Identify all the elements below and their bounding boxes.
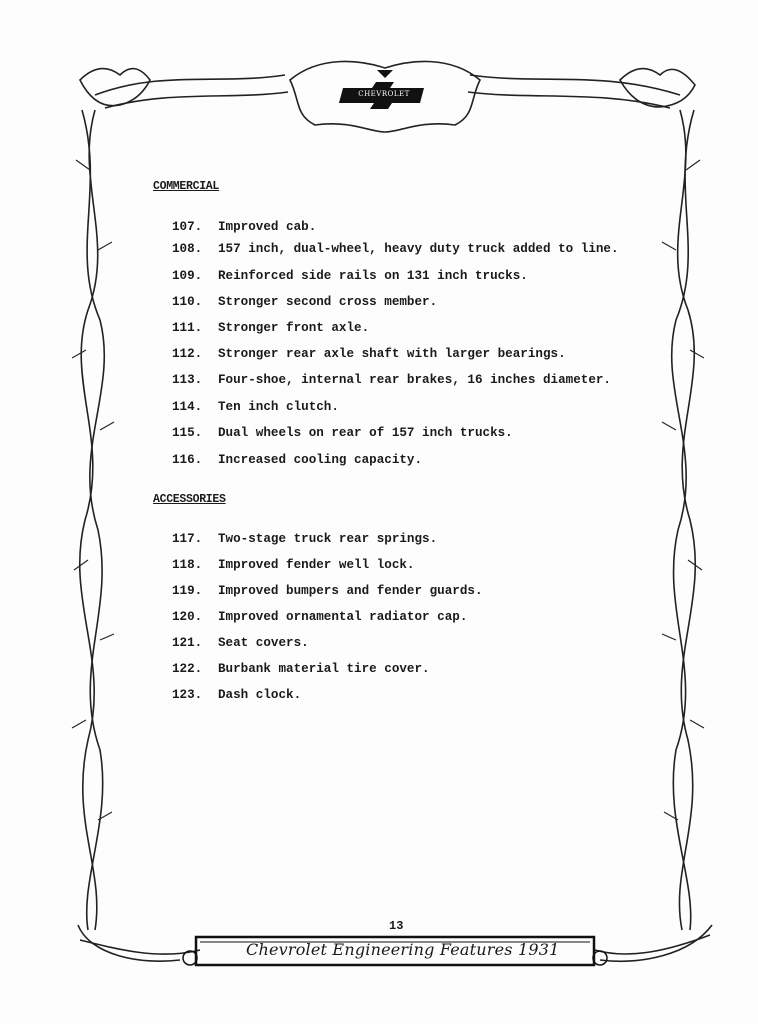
item-number: 107. — [172, 220, 203, 234]
item-number: 114. — [172, 400, 203, 414]
item-number: 117. — [172, 532, 203, 546]
item-number: 119. — [172, 584, 203, 598]
item-text: Two-stage truck rear springs. — [218, 532, 438, 546]
item-text: Improved cab. — [218, 220, 317, 234]
section-heading-commercial: COMMERCIAL — [153, 180, 220, 193]
chevrolet-logo: CHEVROLET — [358, 90, 410, 98]
item-number: 111. — [172, 321, 203, 335]
item-text: Stronger rear axle shaft with larger bearings. — [218, 347, 566, 361]
section-heading-accessories: ACCESSORIES — [153, 493, 226, 506]
item-number: 110. — [172, 295, 203, 309]
item-number: 122. — [172, 662, 203, 676]
list-item — [172, 557, 415, 573]
item-number: 120. — [172, 610, 203, 624]
item-text: Ten inch clutch. — [218, 400, 339, 414]
list-item — [172, 346, 566, 362]
list-item — [172, 219, 316, 235]
item-number: 118. — [172, 558, 203, 572]
item-text: Increased cooling capacity. — [218, 453, 423, 467]
item-text: Dash clock. — [218, 688, 302, 702]
list-item — [172, 635, 309, 651]
item-number: 113. — [172, 373, 203, 387]
item-text: Burbank material tire cover. — [218, 662, 430, 676]
item-number: 121. — [172, 636, 203, 650]
list-item — [172, 687, 301, 703]
item-number: 108. — [172, 242, 203, 256]
item-text: Seat covers. — [218, 636, 309, 650]
list-item — [172, 661, 430, 677]
item-text: Improved bumpers and fender guards. — [218, 584, 483, 598]
list-item — [172, 320, 369, 336]
item-text: Improved fender well lock. — [218, 558, 415, 572]
item-number: 116. — [172, 453, 203, 467]
list-item — [172, 241, 619, 257]
item-text: Stronger front axle. — [218, 321, 370, 335]
item-number: 123. — [172, 688, 203, 702]
list-item — [172, 268, 528, 284]
page-number: 13 — [389, 919, 404, 933]
item-text: 157 inch, dual-wheel, heavy duty truck added to line. — [218, 242, 619, 256]
item-number: 115. — [172, 426, 203, 440]
list-item — [172, 399, 339, 415]
item-text: Improved ornamental radiator cap. — [218, 610, 468, 624]
item-text: Dual wheels on rear of 157 inch trucks. — [218, 426, 513, 440]
item-number: 109. — [172, 269, 203, 283]
item-text: Reinforced side rails on 131 inch trucks. — [218, 269, 528, 283]
footer-banner-title: Chevrolet Engineering Features 1931 — [246, 940, 560, 959]
list-item — [172, 372, 611, 388]
list-item — [172, 531, 437, 547]
item-text: Stronger second cross member. — [218, 295, 438, 309]
list-item — [172, 583, 483, 599]
list-item — [172, 452, 422, 468]
list-item — [172, 425, 513, 441]
item-text: Four-shoe, internal rear brakes, 16 inches diameter. — [218, 373, 611, 387]
list-item — [172, 609, 467, 625]
list-item — [172, 294, 437, 310]
item-number: 112. — [172, 347, 203, 361]
